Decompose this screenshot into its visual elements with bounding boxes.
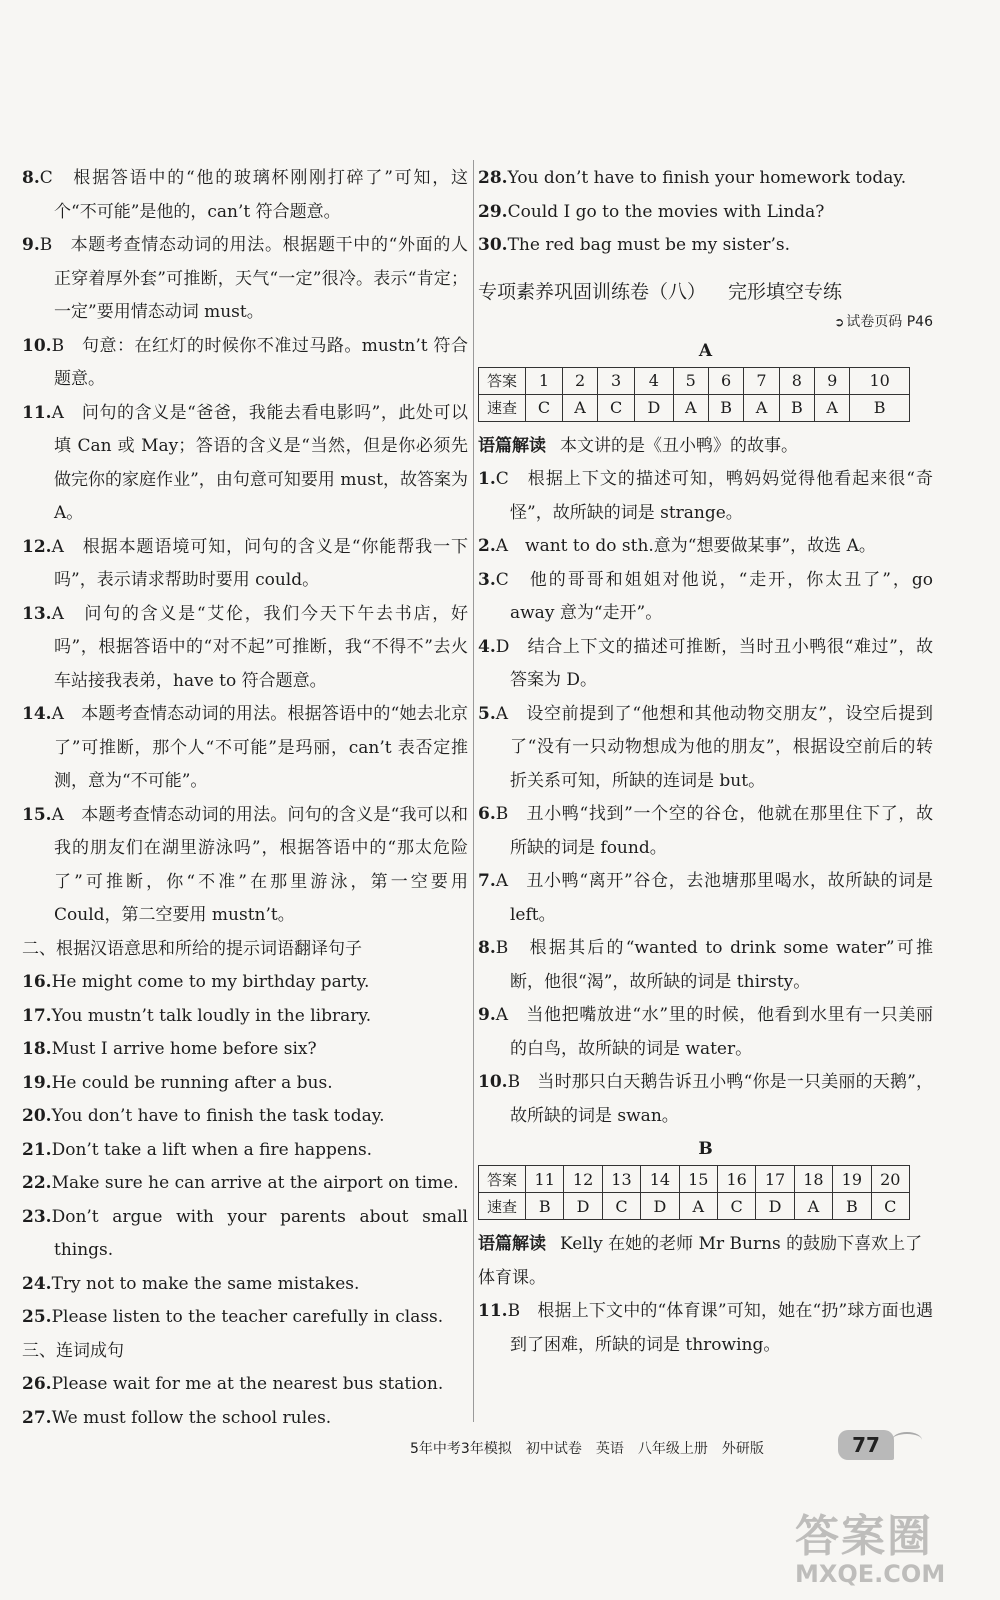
item-number: 12. bbox=[22, 536, 52, 557]
question-number-cell: 8 bbox=[779, 367, 815, 394]
item-text: A 根据本题语境可知，问句的含义是“你能帮我一下吗”，表示请求帮助时要用 could。 bbox=[51, 536, 468, 590]
item-number: 1. bbox=[478, 469, 496, 489]
item-number: 11. bbox=[478, 1301, 508, 1321]
item-text: Please wait for me at the nearest bus station. bbox=[51, 1374, 444, 1394]
question-number-cell: 16 bbox=[717, 1166, 755, 1193]
arrow-icon: ➲ bbox=[834, 314, 845, 329]
passage-summary-b bbox=[478, 1228, 933, 1295]
item-number: 13. bbox=[22, 603, 52, 624]
right-column bbox=[478, 162, 933, 1362]
answer-item bbox=[478, 631, 933, 698]
answer-cell: B bbox=[850, 394, 910, 421]
answer-list bbox=[478, 463, 933, 1133]
question-number-cell: 12 bbox=[564, 1166, 602, 1193]
question-number-cell: 11 bbox=[526, 1166, 564, 1193]
question-number-cell: 19 bbox=[833, 1166, 871, 1193]
table-header-label: 答案 bbox=[479, 367, 526, 394]
item-text: D 结合上下文的描述可推断，当时丑小鸭很“难过”，故答案为 D。 bbox=[495, 636, 933, 690]
item-number: 19. bbox=[22, 1072, 52, 1093]
answer-cell: C bbox=[602, 1193, 640, 1220]
item-text: Make sure he can arrive at the airport on time. bbox=[51, 1173, 459, 1193]
answer-item bbox=[22, 1368, 468, 1402]
item-text: A 设空前提到了“他想和其他动物交朋友”，设空后提到了“没有一只动物想成为他的朋友”，根据设空前后的转折关系可知，所缺的连词是 but。 bbox=[495, 703, 933, 791]
answer-item bbox=[22, 397, 468, 531]
table-header-label: 速查 bbox=[479, 1193, 526, 1220]
question-number-cell: 3 bbox=[598, 367, 635, 394]
answer-list bbox=[22, 966, 468, 1335]
answer-item bbox=[22, 531, 468, 598]
answer-item bbox=[22, 1000, 468, 1034]
item-number: 26. bbox=[22, 1374, 52, 1394]
question-number-cell: 20 bbox=[871, 1166, 909, 1193]
item-number: 9. bbox=[478, 1005, 496, 1025]
passage-summary-a bbox=[478, 430, 933, 464]
answer-item bbox=[478, 229, 933, 263]
answer-cell: A bbox=[673, 394, 708, 421]
question-number-cell: 10 bbox=[850, 367, 910, 394]
item-number: 16. bbox=[22, 972, 52, 992]
answer-cell: D bbox=[564, 1193, 602, 1220]
item-text: B 本题考查情态动词的用法。根据题干中的“外面的人正穿着厚外套”可推断，天气“一定”很冷。表示“肯定；一定”要用情态动词 must。 bbox=[39, 235, 468, 322]
watermark bbox=[795, 1500, 985, 1590]
answer-cell: B bbox=[526, 1193, 564, 1220]
item-number: 24. bbox=[22, 1273, 52, 1294]
question-number-cell: 7 bbox=[744, 367, 779, 394]
item-number: 15. bbox=[22, 804, 52, 825]
section-heading-translate: 二、根据汉语意思和所给的提示词语翻译句子 bbox=[22, 938, 362, 959]
section-title-sub: 完形填空专练 bbox=[728, 280, 843, 303]
item-number: 10. bbox=[478, 1072, 508, 1092]
item-text: A 问句的含义是“艾伦，我们今天下午去书店，好吗”，根据答语中的“对不起”可推断，我“不得不”去火车站接我表弟，have to 符合题意。 bbox=[51, 603, 468, 691]
question-number-cell: 6 bbox=[708, 367, 744, 394]
answer-item bbox=[22, 1268, 468, 1302]
item-text: Please listen to the teacher carefully in class. bbox=[51, 1307, 444, 1327]
item-number: 11. bbox=[22, 402, 52, 423]
item-number: 14. bbox=[22, 704, 52, 724]
answer-list bbox=[478, 162, 933, 263]
question-number-cell: 2 bbox=[563, 367, 598, 394]
item-number: 3. bbox=[478, 569, 496, 590]
item-number: 27. bbox=[22, 1407, 52, 1428]
answer-table-b bbox=[478, 1165, 910, 1220]
question-number-cell: 14 bbox=[641, 1166, 679, 1193]
item-number: 2. bbox=[478, 536, 496, 556]
answer-cell: D bbox=[635, 394, 674, 421]
answer-item bbox=[478, 463, 933, 530]
item-number: 7. bbox=[478, 871, 496, 891]
answer-list bbox=[22, 1368, 468, 1435]
part-label-b: B bbox=[698, 1139, 713, 1159]
item-text: We must follow the school rules. bbox=[51, 1407, 332, 1428]
item-text: A 当他把嘴放进“水”里的时候，他看到水里有一只美丽的白鸟，故所缺的词是 water。 bbox=[495, 1005, 933, 1059]
answer-item bbox=[478, 162, 933, 196]
item-number: 29. bbox=[478, 201, 508, 222]
answer-list bbox=[22, 162, 468, 933]
item-number: 21. bbox=[22, 1139, 52, 1160]
item-number: 18. bbox=[22, 1039, 52, 1059]
item-text: C 他的哥哥和姐姐对他说，“走开，你太丑了”，go away 意为“走开”。 bbox=[495, 569, 933, 623]
section-title-main: 专项素养巩固训练卷（八） bbox=[478, 280, 707, 303]
question-number-cell: 18 bbox=[794, 1166, 832, 1193]
item-text: B 根据其后的“wanted to drink some water”可推断，他很“渴”，故所缺的词是 thirsty。 bbox=[495, 938, 933, 992]
watermark-text: 答案圈 bbox=[795, 1511, 933, 1562]
answer-item bbox=[22, 1100, 468, 1134]
answer-item bbox=[478, 798, 933, 865]
item-text: A 丑小鸭“离开”谷仓，去池塘那里喝水，故所缺的词是 left。 bbox=[495, 871, 933, 925]
answer-item bbox=[478, 564, 933, 631]
item-number: 20. bbox=[22, 1106, 52, 1126]
answer-cell: A bbox=[563, 394, 598, 421]
answer-item bbox=[478, 1066, 933, 1133]
answer-cell: B bbox=[833, 1193, 871, 1220]
answer-cell: B bbox=[779, 394, 815, 421]
item-number: 25. bbox=[22, 1307, 52, 1327]
answer-list bbox=[478, 1295, 933, 1362]
answer-cell: A bbox=[815, 394, 850, 421]
answer-item bbox=[22, 1067, 468, 1101]
answer-cell: C bbox=[717, 1193, 755, 1220]
footer-book-title: 5年中考3年模拟 初中试卷 英语 八年级上册 外研版 bbox=[410, 1441, 764, 1457]
answer-cell: C bbox=[871, 1193, 909, 1220]
page-reference-text: 试卷页码 P46 bbox=[846, 313, 933, 330]
item-text: B 丑小鸭“找到”一个空的谷仓，他就在那里住下了，故所缺的词是 found。 bbox=[495, 804, 933, 858]
item-number: 30. bbox=[478, 235, 508, 255]
item-number: 9. bbox=[22, 235, 40, 255]
answer-item bbox=[22, 1167, 468, 1201]
table-header-label: 速查 bbox=[479, 394, 526, 421]
item-text: A 问句的含义是“爸爸，我能去看电影吗”，此处可以填 Can 或 May；答语的含义是“当然，但是你必须先做完你的家庭作业”，由句意可知要用 must，故答案为 A。 bbox=[51, 402, 468, 523]
item-text: B 根据上下文中的“体育课”可知，她在“扔”球方面也遇到了困难，所缺的词是 throwing。 bbox=[507, 1301, 933, 1355]
answer-item bbox=[22, 1201, 468, 1268]
watermark-url: MXQE.COM bbox=[795, 1560, 946, 1588]
answer-cell: A bbox=[744, 394, 779, 421]
table-header-label: 答案 bbox=[479, 1166, 526, 1193]
answer-item bbox=[478, 1295, 933, 1362]
decorative-swoosh bbox=[892, 1432, 922, 1448]
column-divider bbox=[473, 160, 474, 1422]
item-text: Don’t take a lift when a fire happens. bbox=[51, 1139, 373, 1160]
item-text: He might come to my birthday party. bbox=[51, 972, 370, 992]
page-footer bbox=[410, 1430, 970, 1464]
section-title bbox=[478, 275, 933, 309]
answer-item bbox=[22, 966, 468, 1000]
answer-item bbox=[22, 1033, 468, 1067]
answer-cell: C bbox=[598, 394, 635, 421]
passage-summary-tag: 语篇解读 bbox=[478, 1234, 546, 1254]
answer-item bbox=[22, 799, 468, 933]
item-text: You don’t have to finish the task today. bbox=[51, 1106, 385, 1126]
item-number: 17. bbox=[22, 1005, 52, 1026]
question-number-cell: 1 bbox=[526, 367, 563, 394]
item-text: He could be running after a bus. bbox=[51, 1072, 333, 1093]
item-number: 28. bbox=[478, 168, 508, 188]
answer-item bbox=[478, 196, 933, 230]
question-number-cell: 13 bbox=[602, 1166, 640, 1193]
question-number-cell: 15 bbox=[679, 1166, 717, 1193]
item-number: 22. bbox=[22, 1173, 52, 1193]
answer-cell: B bbox=[708, 394, 744, 421]
item-text: A 本题考查情态动词的用法。问句的含义是“我可以和我的朋友们在湖里游泳吗”，根据答语中的“那太危险了”可推断，你“不准”在那里游泳，第一空要用 Could，第二空要用 mustn’t。 bbox=[51, 804, 468, 925]
passage-summary-tag: 语篇解读 bbox=[478, 435, 546, 456]
item-text: B 当时那只白天鹅告诉丑小鸭“你是一只美丽的天鹅”，故所缺的词是 swan。 bbox=[507, 1072, 933, 1126]
answer-item bbox=[478, 932, 933, 999]
answer-item bbox=[22, 330, 468, 397]
answer-cell: D bbox=[641, 1193, 679, 1220]
item-text: C 根据答语中的“他的玻璃杯刚刚打碎了”可知，这个“不可能”是他的，can’t 符合题意。 bbox=[39, 168, 468, 222]
item-number: 23. bbox=[22, 1206, 52, 1227]
item-text: B 句意：在红灯的时候你不准过马路。mustn’t 符合题意。 bbox=[51, 335, 468, 389]
answer-item bbox=[22, 1402, 468, 1436]
section-heading-word-order: 三、连词成句 bbox=[22, 1340, 124, 1361]
answer-table-a bbox=[478, 367, 910, 422]
answer-item bbox=[22, 598, 468, 699]
answer-cell: C bbox=[526, 394, 563, 421]
item-text: Don’t argue with your parents about small things. bbox=[51, 1206, 468, 1260]
passage-summary-text: Kelly 在她的老师 Mr Burns 的鼓励下喜欢上了体育课。 bbox=[478, 1234, 923, 1288]
item-text: A 本题考查情态动词的用法。根据答语中的“她去北京了”可推断，那个人“不可能”是玛丽，can’t 表否定推测，意为“不可能”。 bbox=[51, 704, 468, 791]
question-number-cell: 17 bbox=[756, 1166, 794, 1193]
item-number: 5. bbox=[478, 703, 496, 724]
left-column bbox=[22, 162, 468, 1435]
answer-item bbox=[478, 698, 933, 799]
answer-item bbox=[478, 530, 933, 564]
item-text: Must I arrive home before six? bbox=[51, 1039, 317, 1059]
answer-cell: D bbox=[756, 1193, 794, 1220]
item-number: 8. bbox=[478, 938, 496, 958]
item-number: 8. bbox=[22, 168, 40, 188]
answer-item bbox=[22, 698, 468, 799]
item-text: Try not to make the same mistakes. bbox=[51, 1273, 360, 1294]
question-number-cell: 4 bbox=[635, 367, 674, 394]
item-text: The red bag must be my sister’s. bbox=[507, 235, 791, 255]
page-reference bbox=[478, 309, 933, 335]
answer-item bbox=[22, 1301, 468, 1335]
item-number: 6. bbox=[478, 804, 496, 824]
question-number-cell: 5 bbox=[673, 367, 708, 394]
question-number-cell: 9 bbox=[815, 367, 850, 394]
answer-cell: A bbox=[794, 1193, 832, 1220]
answer-item bbox=[22, 162, 468, 229]
item-text: You don’t have to finish your homework today. bbox=[507, 168, 907, 188]
answer-item bbox=[22, 1134, 468, 1168]
answer-item bbox=[478, 999, 933, 1066]
answer-item bbox=[22, 229, 468, 330]
item-text: A want to do sth.意为“想要做某事”，故选 A。 bbox=[495, 536, 876, 556]
item-number: 4. bbox=[478, 636, 496, 657]
passage-summary-text: 本文讲的是《丑小鸭》的故事。 bbox=[560, 435, 798, 456]
item-text: Could I go to the movies with Linda? bbox=[507, 201, 825, 222]
page-number: 77 bbox=[838, 1430, 894, 1460]
answer-item bbox=[478, 865, 933, 932]
part-label-a: A bbox=[698, 340, 713, 361]
item-number: 10. bbox=[22, 335, 52, 356]
item-text: You mustn’t talk loudly in the library. bbox=[51, 1005, 372, 1026]
item-text: C 根据上下文的描述可知，鸭妈妈觉得他看起来很“奇怪”，故所缺的词是 strange。 bbox=[495, 469, 933, 523]
answer-cell: A bbox=[679, 1193, 717, 1220]
